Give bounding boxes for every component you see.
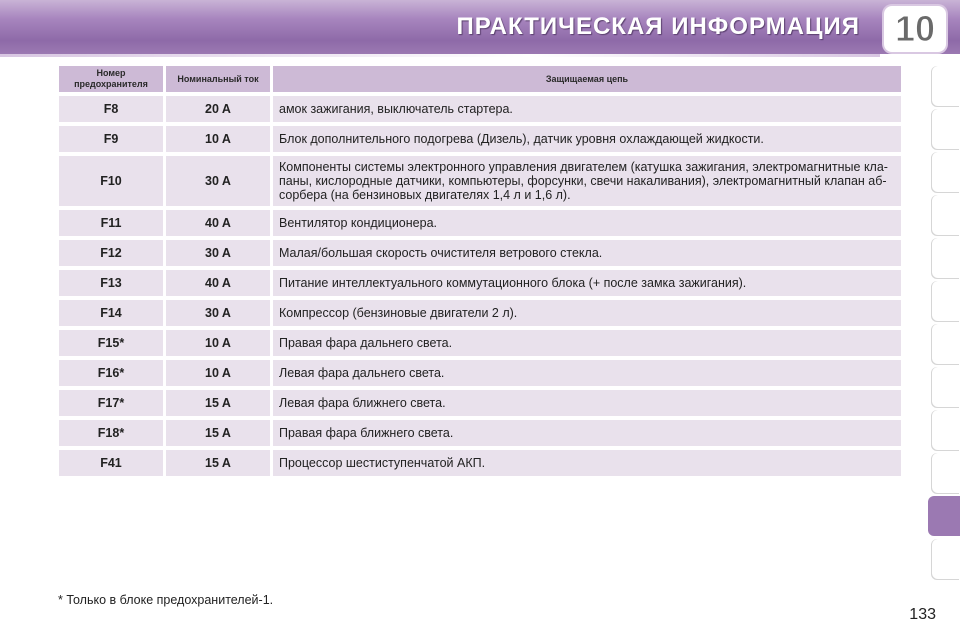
- chapter-tab[interactable]: [932, 195, 960, 235]
- chapter-tab[interactable]: [932, 152, 960, 192]
- rated-current-cell: 10 A: [166, 126, 270, 152]
- protected-circuit-cell: Блок дополнительного подогрева (Дизель), датчик уровня охлаждающей жидкости.: [273, 126, 901, 152]
- table-row: [59, 420, 901, 446]
- chapter-tab[interactable]: [932, 539, 960, 579]
- fuse-number-cell: F15*: [59, 330, 163, 356]
- protected-circuit-cell: Процессор шестиступенчатой АКП.: [273, 450, 901, 476]
- rated-current-cell: 10 A: [166, 360, 270, 386]
- chapter-badge: [884, 6, 946, 52]
- rated-current-cell: 15 A: [166, 390, 270, 416]
- fuse-number-cell: F10: [59, 156, 163, 206]
- table-row: [59, 210, 901, 236]
- protected-circuit-cell: Левая фара дальнего света.: [273, 360, 901, 386]
- fuse-number-cell: F8: [59, 96, 163, 122]
- fuse-number-cell: F11: [59, 210, 163, 236]
- rated-current-cell: 40 A: [166, 270, 270, 296]
- page-number: 133: [909, 606, 936, 623]
- protected-circuit-cell: Правая фара ближнего света.: [273, 420, 901, 446]
- fuse-number-cell: F17*: [59, 390, 163, 416]
- chapter-number: 10: [894, 8, 936, 49]
- fuse-number-cell: F9: [59, 126, 163, 152]
- chapter-tab[interactable]: [932, 66, 960, 106]
- protected-circuit-cell: Компрессор (бензиновые двигатели 2 л).: [273, 300, 901, 326]
- rated-current-cell: 40 A: [166, 210, 270, 236]
- table-row: [59, 270, 901, 296]
- chapter-tab[interactable]: [932, 324, 960, 364]
- rated-current-cell: 30 A: [166, 300, 270, 326]
- table-row: [59, 360, 901, 386]
- column-header-fuse-number: Номер предохранителя: [59, 66, 163, 92]
- rated-current-cell: 10 A: [166, 330, 270, 356]
- protected-circuit-cell: Компоненты системы электронного управления двигателем (катушка зажигания, электромагнитные кла-паны, кислородные датчики, компьютеры, форсунки, свечи накаливания), электромагнитный клапан аб-сорбера (на бензиновых двигателях 1,4 л и 1,6 л).: [273, 156, 901, 206]
- table-row: [59, 96, 901, 122]
- fuse-table: [56, 62, 904, 480]
- table-row: [59, 390, 901, 416]
- fuse-table-body: [59, 96, 901, 476]
- protected-circuit-cell: Малая/большая скорость очистителя ветрового стекла.: [273, 240, 901, 266]
- protected-circuit-cell: амок зажигания, выключатель стартера.: [273, 96, 901, 122]
- page-title: ПРАКТИЧЕСКАЯ ИНФОРМАЦИЯ: [456, 13, 860, 40]
- chapter-tab[interactable]: [932, 109, 960, 149]
- chapter-tab-active[interactable]: [928, 496, 960, 536]
- chapter-tab[interactable]: [932, 281, 960, 321]
- protected-circuit-cell: Правая фара дальнего света.: [273, 330, 901, 356]
- table-header-row: [59, 66, 901, 92]
- protected-circuit-cell: Левая фара ближнего света.: [273, 390, 901, 416]
- fuse-number-cell: F41: [59, 450, 163, 476]
- protected-circuit-cell: Вентилятор кондиционера.: [273, 210, 901, 236]
- fuse-number-cell: F13: [59, 270, 163, 296]
- chapter-tab[interactable]: [932, 238, 960, 278]
- chapter-tab[interactable]: [932, 367, 960, 407]
- rated-current-cell: 15 A: [166, 450, 270, 476]
- table-row: [59, 300, 901, 326]
- chapter-tab[interactable]: [932, 453, 960, 493]
- fuse-number-cell: F18*: [59, 420, 163, 446]
- chapter-tab[interactable]: [932, 410, 960, 450]
- fuse-number-cell: F16*: [59, 360, 163, 386]
- table-row: [59, 240, 901, 266]
- table-row: [59, 156, 901, 206]
- footnote: * Только в блоке предохранителей-1.: [58, 593, 274, 607]
- column-header-rated-current: Номинальный ток: [166, 66, 270, 92]
- fuse-number-cell: F14: [59, 300, 163, 326]
- rated-current-cell: 15 A: [166, 420, 270, 446]
- column-header-protected-circuit: Защищаемая цепь: [273, 66, 901, 92]
- header-divider: [0, 54, 880, 57]
- chapter-tab-rail: [928, 66, 960, 578]
- fuse-number-cell: F12: [59, 240, 163, 266]
- table-row: [59, 330, 901, 356]
- table-row: [59, 126, 901, 152]
- rated-current-cell: 30 A: [166, 240, 270, 266]
- rated-current-cell: 20 A: [166, 96, 270, 122]
- rated-current-cell: 30 A: [166, 156, 270, 206]
- protected-circuit-cell: Питание интеллектуального коммутационного блока (+ после замка зажигания).: [273, 270, 901, 296]
- table-row: [59, 450, 901, 476]
